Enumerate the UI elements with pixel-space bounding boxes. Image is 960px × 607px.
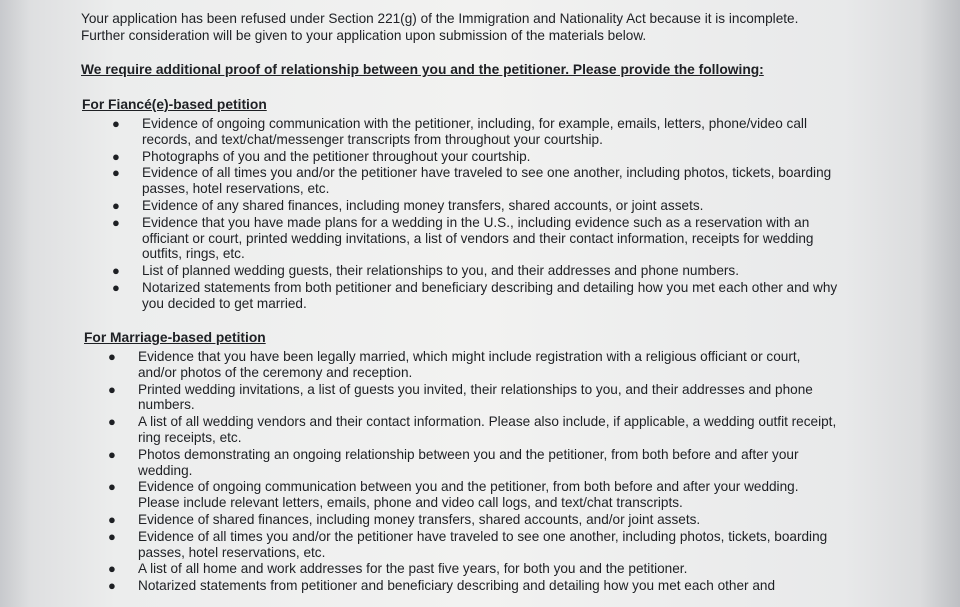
list-item-text: Photos demonstrating an ongoing relationship between you and the petitioner, from both before and after your wedding. [138,446,799,478]
list-item-text: List of planned wedding guests, their relationships to you, and their addresses and phone numbers. [142,263,739,279]
list-item-text: Evidence of shared finances, including money transfers, shared accounts, and/or joint assets. [138,511,701,527]
list-item-text: Evidence of ongoing communication with the petitioner, including, for example, emails, letters, phone/video call records, and text/chat/messenger transcripts from throughout your courtship. [142,116,807,147]
list-item [108,447,838,479]
list-item [108,529,838,561]
bullet-icon: ● [112,197,120,213]
bullet-icon: ● [112,116,120,131]
list-item-text: Evidence of any shared finances, including money transfers, shared accounts, or joint assets. [142,197,704,213]
list-item-text: Photographs of you and the petitioner throughout your courtship. [142,148,531,164]
bullet-icon: ● [108,446,116,462]
list-item-text: Evidence that you have been legally married, which might include registration with a religious officiant or court, and/or photos of the ceremony and reception. [138,349,801,380]
list-item [112,116,847,148]
list-item [108,561,838,577]
list-item-text: A list of all home and work addresses for the past five years, for both you and the petitioner. [138,561,688,577]
fiance-requirements-list [112,116,847,313]
bullet-icon: ● [112,214,120,230]
list-item [112,165,847,197]
list-item [112,263,847,279]
list-item [108,512,838,528]
bullet-icon: ● [108,414,116,430]
list-item [108,578,838,594]
bullet-icon: ● [108,479,116,495]
list-item-text: Printed wedding invitations, a list of guests you invited, their relationships to you, and their addresses and phone numbers. [138,381,813,413]
bullet-icon: ● [108,381,116,397]
fiance-section-heading: For Fiancé(e)-based petition [82,97,267,112]
bullet-icon: ● [108,511,116,527]
bullet-icon: ● [112,148,120,164]
marriage-requirements-list [108,349,838,595]
list-item [112,280,847,312]
requirement-statement: We require additional proof of relationship between you and the petitioner. Please provide the following: [81,62,764,77]
list-item [112,198,847,214]
list-item [108,349,838,381]
list-item-text: Evidence of ongoing communication between you and the petitioner, from both before and after your wedding. Please include relevant letters, emails, phone and video call logs, and text/chat transcripts. [138,479,799,511]
bullet-icon: ● [112,279,120,295]
page-edge-shadow-left [0,0,30,607]
list-item-text: Evidence that you have made plans for a wedding in the U.S., including evidence such as a reservation with an officiant or court, printed wedding invitations, a list of vendors and their contact information, receipts for wedding outfits, rings, etc. [142,214,814,262]
bullet-icon: ● [112,165,120,181]
list-item-text: A list of all wedding vendors and their contact information. Please also include, if applicable, a wedding outfit receipt, ring receipts, etc. [138,414,837,445]
list-item-text: Evidence of all times you and/or the petitioner have traveled to see one another, including photos, tickets, boarding passes, hotel reservations, etc. [138,528,828,560]
list-item [108,414,838,446]
list-item [108,479,838,511]
list-item-text: Notarized statements from petitioner and beneficiary describing and detailing how you met each other and [138,578,776,594]
list-item [112,215,847,262]
marriage-section-heading: For Marriage-based petition [84,330,266,345]
list-item [112,149,847,165]
bullet-icon: ● [108,528,116,544]
bullet-icon: ● [108,561,116,577]
list-item [108,382,838,414]
page-edge-shadow-right [920,0,960,607]
list-item-text: Evidence of all times you and/or the petitioner have traveled to see one another, including photos, tickets, boarding passes, hotel reservations, etc. [142,165,832,197]
bullet-icon: ● [112,263,120,279]
bullet-icon: ● [108,578,116,594]
list-item-text: Notarized statements from both petitioner and beneficiary describing and detailing how you met each other and why you decided to get married. [142,279,838,311]
refusal-intro: Your application has been refused under Section 221(g) of the Immigration and Nationality Act because it is incomplete. Further consideration will be given to your application upon submission of the materials below. [81,11,799,43]
bullet-icon: ● [108,349,116,364]
